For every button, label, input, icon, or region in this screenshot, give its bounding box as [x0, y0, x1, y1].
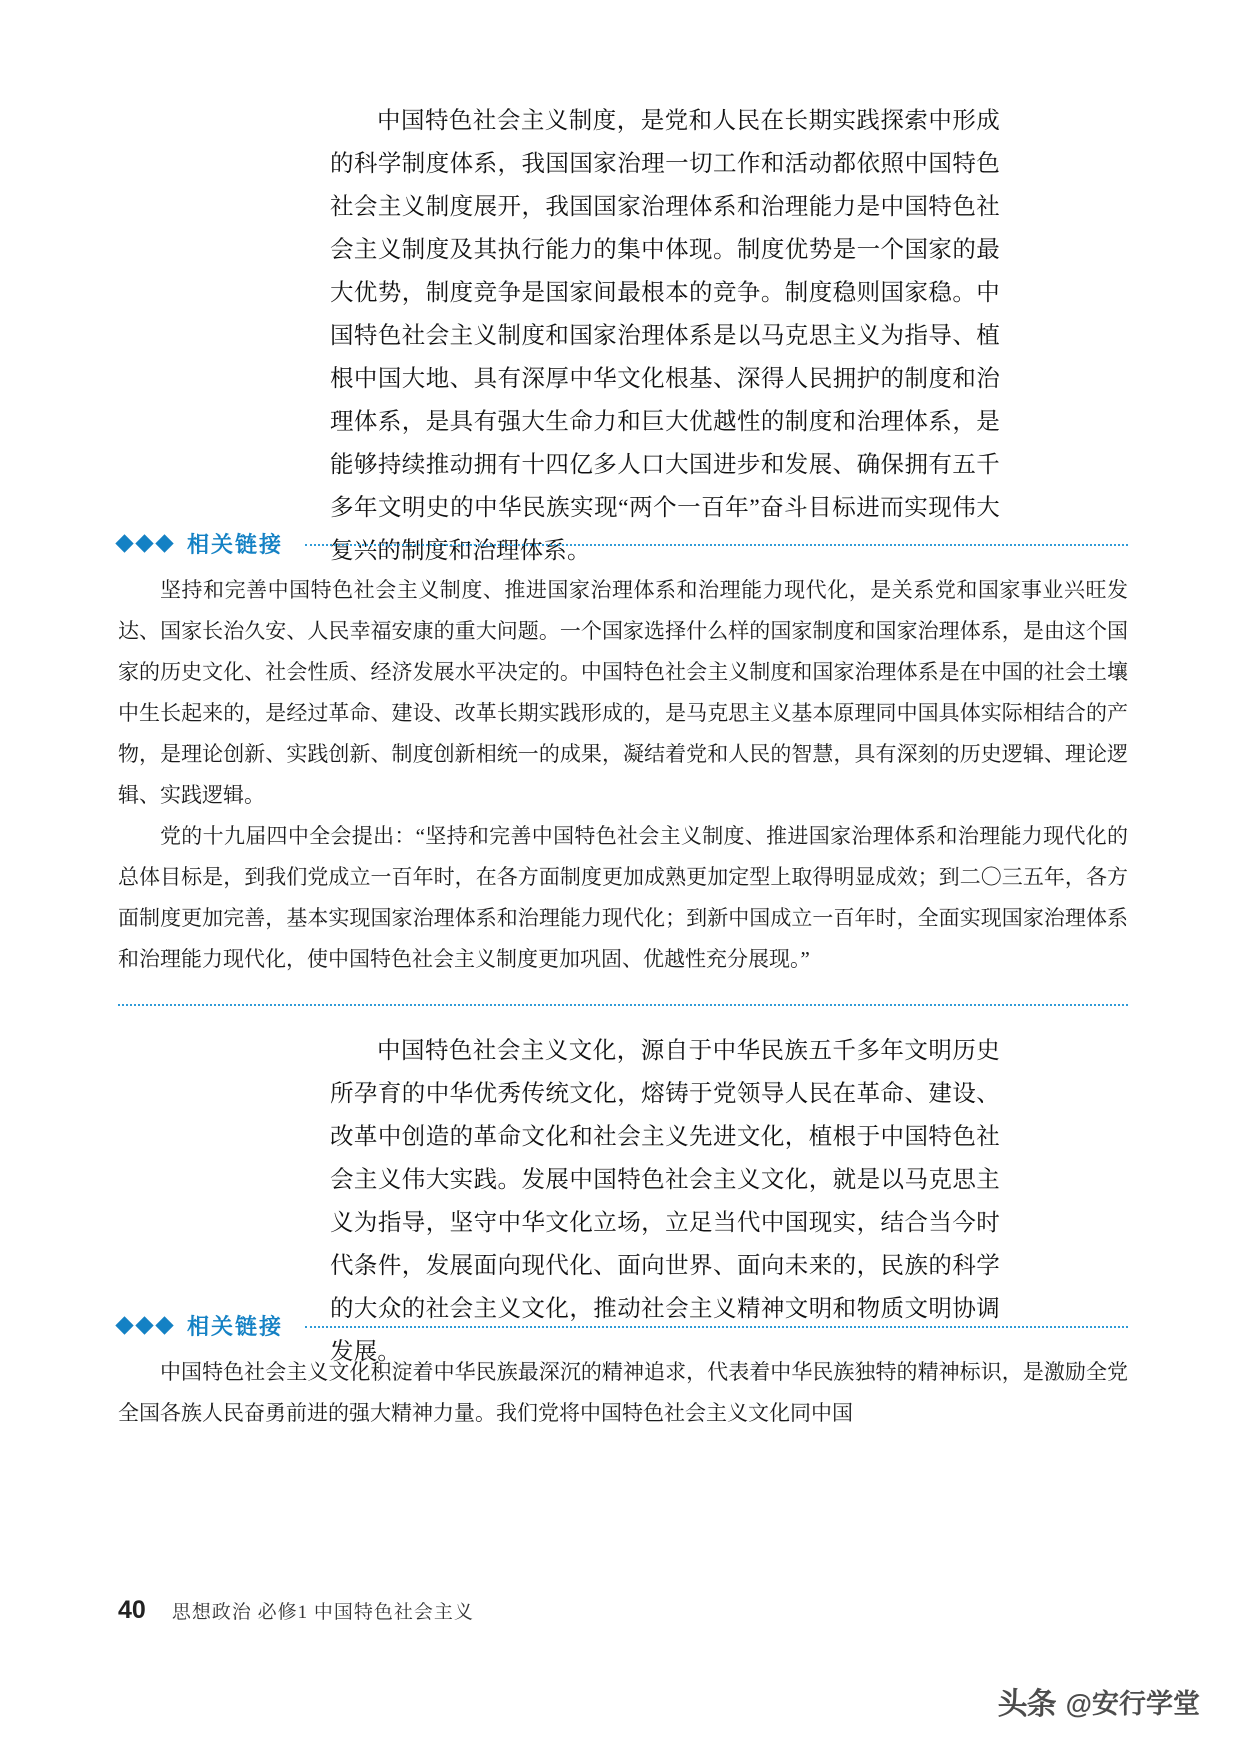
related-link-paragraph: 中国特色社会主义文化积淀着中华民族最深沉的精神追求，代表着中华民族独特的精神标识，是激励全党全国各族人民奋勇前进的强大精神力量。我们党将中国特色社会主义文化同中国: [118, 1360, 1128, 1425]
watermark-logo: 头条: [997, 1688, 1056, 1721]
diamond-bullets-icon: [118, 537, 171, 550]
diamond-icon: [115, 534, 133, 552]
watermark: [998, 1679, 1200, 1723]
related-link-paragraph: 坚持和完善中国特色社会主义制度、推进国家治理体系和治理能力现代化，是关系党和国家事业兴旺发达、国家长治久安、人民幸福安康的重大问题。一个国家选择什么样的国家制度和国家治理体系，是由这个国家的历史文化、社会性质、经济发展水平决定的。中国特色社会主义制度和国家治理体系是在中国的社会土壤中生长起来的，是经过革命、建设、改革长期实践形成的，是马克思主义基本原理同中国具体实际相结合的产物，是理论创新、实践创新、制度创新相统一的成果，凝结着党和人民的智慧，具有深刻的历史逻辑、理论逻辑、实践逻辑。: [118, 578, 1128, 807]
main-paragraph-block-1: [330, 100, 1000, 573]
related-link-title-2: 相关链接: [187, 1313, 284, 1339]
related-link-body-2: [118, 1352, 1128, 1434]
dotted-rule-bottom: [118, 1004, 1128, 1006]
related-link-section-2: [118, 1310, 1128, 1434]
related-link-paragraph: 党的十九届四中全会提出：“坚持和完善中国特色社会主义制度、推进国家治理体系和治理能力现代化的总体目标是，到我们党成立一百年时，在各方面制度更加成熟更加定型上取得明显成效；到二〇三五年，各方面制度更加完善，基本实现国家治理体系和治理能力现代化；到新中国成立一百年时，全面实现国家治理体系和治理能力现代化，使中国特色社会主义制度更加巩固、优越性充分展现。”: [118, 824, 1128, 971]
main-paragraph-1: 中国特色社会主义制度，是党和人民在长期实践探索中形成的科学制度体系，我国国家治理一切工作和活动都依照中国特色社会主义制度展开，我国国家治理体系和治理能力是中国特色社会主义制度及其执行能力的集中体现。制度优势是一个国家的最大优势，制度竞争是国家间最根本的竞争。制度稳则国家稳。中国特色社会主义制度和国家治理体系是以马克思主义为指导、植根中国大地、具有深厚中华文化根基、深得人民拥护的制度和治理体系，是具有强大生命力和巨大优越性的制度和治理体系，是能够持续推动拥有十四亿多人口大国进步和发展、确保拥有五千多年文明史的中华民族实现“两个一百年”奋斗目标进而实现伟大复兴的制度和治理体系。: [330, 108, 1000, 564]
diamond-icon: [135, 1316, 153, 1334]
main-paragraph-2: 中国特色社会主义文化，源自于中华民族五千多年文明历史所孕育的中华优秀传统文化，熔铸于党领导人民在革命、建设、改革中创造的革命文化和社会主义先进文化，植根于中国特色社会主义伟大实践。发展中国特色社会主义文化，就是以马克思主义为指导，坚守中华文化立场，立足当代中国现实，结合当今时代条件，发展面向现代化、面向世界、面向未来的，民族的科学的大众的社会主义文化，推动社会主义精神文明和物质文明协调发展。: [330, 1038, 1000, 1365]
related-link-header-2: [118, 1310, 1128, 1340]
related-link-title-1: 相关链接: [187, 531, 284, 557]
diamond-bullets-icon: [118, 1319, 171, 1332]
dotted-rule: [305, 1326, 1128, 1328]
diamond-icon: [135, 534, 153, 552]
page-number: 40: [118, 1596, 146, 1624]
dotted-rule: [305, 544, 1128, 546]
diamond-icon: [115, 1316, 133, 1334]
page-footer: [118, 1596, 474, 1625]
diamond-icon: [155, 1316, 173, 1334]
diamond-icon: [155, 534, 173, 552]
related-link-section-1: [118, 528, 1128, 1006]
related-link-body-1: [118, 570, 1128, 980]
footer-title: 思想政治 必修1 中国特色社会主义: [171, 1602, 474, 1623]
related-link-header-1: [118, 528, 1128, 558]
watermark-account: @安行学堂: [1065, 1688, 1200, 1719]
